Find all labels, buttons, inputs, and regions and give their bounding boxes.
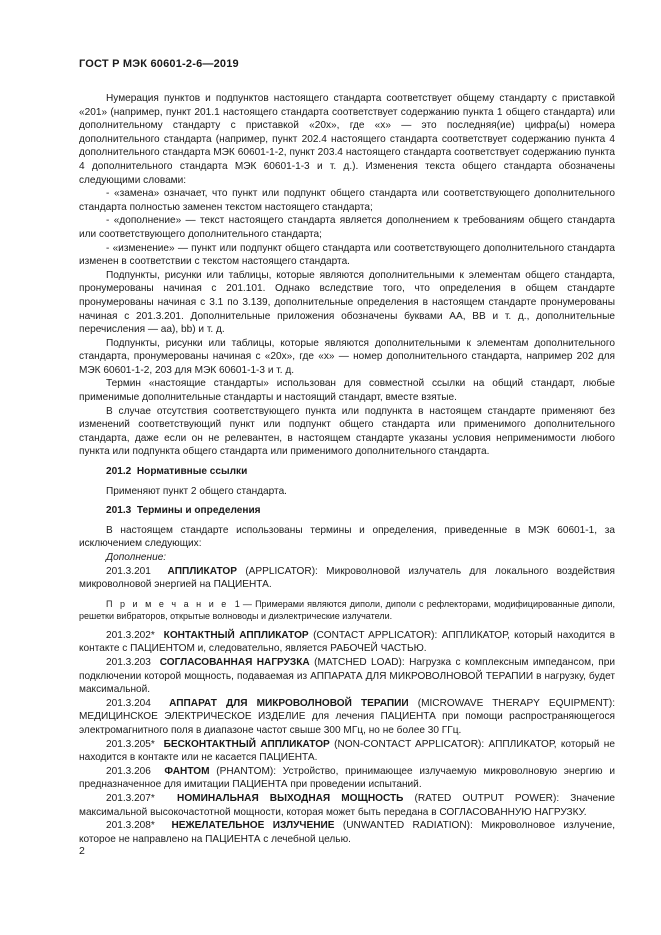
term-definition: (UNWANTED RADIATION): Микроволновое излучение, которое не направлено на ПАЦИЕНТА с лечебной целью. [79,820,615,845]
note-number: 1 [234,598,240,609]
term-number: 201.3.201 [106,565,151,577]
term-definition: (MICROWAVE THERAPY EQUIPMENT): МЕДИЦИНСКОЕ ЭЛЕКТРИЧЕСКОЕ ИЗДЕЛИЕ для лечения ПАЦИЕНТА при помощи распространяющегося электромагнитного поля в диапазоне частот свыше 300 МГц, но не более 30 ГГц. [79,697,616,736]
term-number: 201.3.203 [106,656,151,668]
term-definition: (PHANTOM): Устройство, принимающее излучаемую микроволновую энергию и предназначенное для имитации ПАЦИЕНТА при проведении испытаний. [79,765,616,791]
note-text: — Примерами являются диполи, диполи с рефлекторами, модифицированные диполи, решетки вибраторов, открытые волноводы и диэлектрические излучатели. [79,598,615,622]
section-number: 201.3 [106,505,132,517]
term-number: 201.3.204 [106,697,151,709]
term-name: ФАНТОМ [164,765,210,777]
page-number: 2 [79,845,85,857]
term-definition: (NON-CONTACT APPLICATOR): АППЛИКАТОР, который не находится в контакте или не касается ПАЦИЕНТА. [79,738,615,764]
paragraph-subclauses: Подпункты, рисунки или таблицы, которые являются дополнительными к элементам общего стандарта, пронумерованы начиная с 201.101. Однако вследствие того, что определения в общем стандарте пронумерованы начиная с 3.1 по 3.139, дополнительные определения в настоящем стандарте пронумерованы начиная с 201.3.201. Дополнительные приложения обозначены буквами AA, BB и т. д., дополнительные перечисления — aa), bb) и т. д. [79,269,615,336]
bullet-addition: - «дополнение» — текст настоящего стандарта является дополнением к требованиям общего стандарта или соответствующего дополнительного стандарта; [79,215,615,240]
term-name: НЕЖЕЛАТЕЛЬНОЕ ИЗЛУЧЕНИЕ [171,820,335,832]
term-name: АППЛИКАТОР [167,565,237,577]
term-definition: (APPLICATOR): Микроволновой излучатель для локального воздействия микроволновой энергией на ПАЦИЕНТА. [79,565,615,591]
section-heading-normative-references [79,465,615,479]
term-name: АППАРАТ ДЛЯ МИКРОВОЛНОВОЙ ТЕРАПИИ [169,697,409,709]
term-name: НОМИНАЛЬНАЯ ВЫХОДНАЯ МОЩНОСТЬ [177,792,404,804]
normative-references-text: Применяют пункт 2 общего стандарта. [106,485,287,497]
term-definition: (RATED OUTPUT POWER): Значение максимальной высокочастотной мощности, которая может быть передана в СОГЛАСОВАННУЮ НАГРУЗКУ. [79,792,615,818]
section-title: Термины и определения [136,505,261,517]
term-number: 201.3.205* [106,738,155,750]
term-name: СОГЛАСОВАННАЯ НАГРУЗКА [159,656,310,668]
bullet-replacement: - «замена» означает, что пункт или подпункт общего стандарта или соответствующего дополнительного стандарта полностью заменен текстом настоящего стандарта; [79,188,615,213]
term-microwave-therapy-equipment [79,697,615,738]
term-rated-output-power [79,792,615,819]
terms-intro: В настоящем стандарте использованы термины и определения, приведенные в МЭК 60601-1, за исключением следующих: [79,524,615,550]
section-number: 201.2 [106,466,132,478]
term-number: 201.3.207* [106,792,155,804]
paragraph-numbering: Нумерация пунктов и подпунктов настоящего стандарта соответствует общему стандарту с приставкой «201» (например, пункт 201.1 настоящего стандарта соответствует содержанию пункта 1 общего стандарта) или дополнительному стандарту с приставкой «20x», где «x» — это последняя(ие) цифра(ы) номера дополнительного стандарта (например, пункт 202.4 настоящего стандарта соответствует содержанию пункта 4 дополнительного стандарта МЭК 60601-1-2, пункт 203.4 настоящего стандарта соответствует содержанию пункта 4 дополнительного стандарта МЭК 60601-1-3 и т. д.). Изменения текста общего стандарта обозначены следующими словами: [79,93,615,186]
term-number: 201.3.202* [106,629,155,641]
term-phantom [79,765,615,792]
term-number: 201.3.208* [106,820,155,832]
term-name: КОНТАКТНЫЙ АППЛИКАТОР [163,629,309,641]
term-contact-applicator [79,629,615,656]
term-applicator [79,565,615,592]
paragraph-collateral: Подпункты, рисунки или таблицы, которые являются дополнительными к элементам дополнительного стандарта, пронумерованы начиная с «20x», где «x» — номер дополнительного стандарта, например 202 для МЭК 60601-1-2, 203 для МЭК 60601-1-3 и т. д. [79,337,615,376]
term-name: БЕСКОНТАКТНЫЙ АППЛИКАТОР [163,738,330,750]
term-unwanted-radiation [79,819,615,846]
section-title: Нормативные ссылки [136,466,248,478]
paragraph-absence: В случае отсутствия соответствующего пункта или подпункта в настоящем стандарте применяют без изменений соответствующий пункт или подпункт общего стандарта или применимого дополнительного стандарта, даже если он не релевантен, в настоящем стандарте указаны условия неприменимости любого пункта или подпункта общего стандарта или применимого дополнительного стандарта. [79,405,615,458]
note-label: П р и м е ч а н и е [106,598,229,609]
term-number: 201.3.206 [106,765,151,777]
note-1 [79,598,615,623]
bullet-amendment: - «изменение» — пункт или подпункт общего стандарта или соответствующего дополнительного стандарта изменен в соответствии с текстом настоящего стандарта. [79,242,615,268]
addition-label: Дополнение: [106,552,167,563]
term-non-contact-applicator [79,738,615,765]
page-content [79,92,615,846]
paragraph-these-standards: Термин «настоящие стандарты» использован для совместной ссылки на общий стандарт, любые применимые дополнительные стандарты и настоящий стандарт, вместе взятые. [79,378,615,404]
section-heading-terms [79,504,615,518]
term-definition: (MATCHED LOAD): Нагрузка с комплексным импедансом, при подключении которой мощность, подаваемая из АППАРАТА ДЛЯ МИКРОВОЛНОВОЙ ТЕРАПИИ в нагрузку, будет максимальной. [79,656,616,696]
document-header: ГОСТ Р МЭК 60601-2-6—2019 [79,58,239,70]
term-definition: (CONTACT APPLICATOR): АППЛИКАТОР, который находится в контакте с ПАЦИЕНТОМ и, следовательно, является РАБОЧЕЙ ЧАСТЬЮ. [79,629,615,655]
term-matched-load [79,656,615,697]
